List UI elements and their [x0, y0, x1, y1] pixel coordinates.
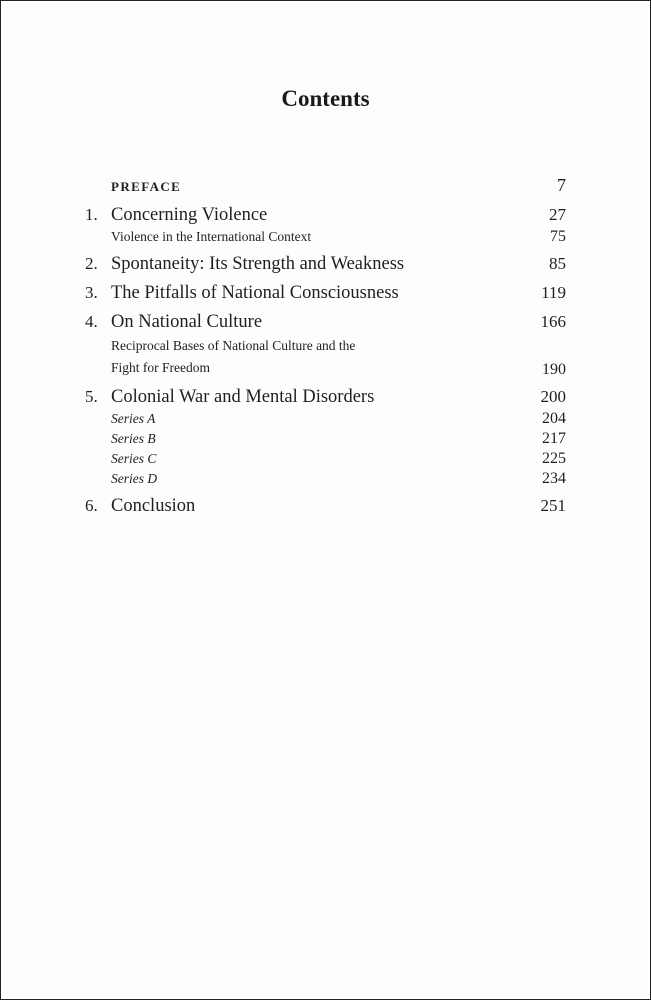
- toc-chapter-3: [85, 283, 566, 304]
- subentry-page: 75: [550, 228, 566, 245]
- subentry-title-line-2: Fight for Freedom: [111, 360, 210, 375]
- toc-subentry: [85, 410, 566, 428]
- page-title: Contents: [281, 86, 370, 111]
- toc-entry-title: PREFACE: [111, 179, 182, 194]
- toc-chapter-1: [85, 205, 566, 246]
- chapter-number: 2.: [85, 254, 98, 273]
- toc-chapter-2: [85, 254, 566, 275]
- toc-entry-preface: [111, 175, 566, 196]
- chapter-title: Concerning Violence: [111, 205, 268, 225]
- chapter-title: Conclusion: [111, 496, 196, 516]
- subentry-title: Series C: [111, 451, 157, 466]
- chapter-page: 27: [549, 205, 566, 224]
- toc-chapter-6: [85, 496, 566, 517]
- chapter-number: 4.: [85, 312, 98, 331]
- subentry-title: Series B: [111, 431, 156, 446]
- subentry-title: Series D: [111, 471, 158, 486]
- chapter-title: The Pitfalls of National Consciousness: [111, 283, 399, 303]
- chapter-number: 5.: [85, 387, 98, 406]
- chapter-number: 1.: [85, 205, 98, 224]
- subentry-title: Series A: [111, 411, 156, 426]
- table-of-contents: [85, 205, 566, 525]
- chapter-page: 251: [540, 496, 566, 515]
- toc-entry-page: 7: [557, 175, 566, 195]
- toc-subentry: [85, 470, 566, 488]
- toc-subentry: [85, 228, 566, 246]
- chapter-page: 85: [549, 254, 566, 273]
- subentry-page: 217: [542, 430, 566, 447]
- subentry-title: Violence in the International Context: [111, 229, 312, 244]
- subentry-title-line-1: Reciprocal Bases of National Culture and the: [111, 338, 356, 353]
- toc-chapter-4: [85, 312, 566, 379]
- toc-chapter-5: [85, 387, 566, 488]
- subentry-page: 190: [542, 361, 566, 378]
- toc-subentry: [85, 450, 566, 468]
- chapter-number: 3.: [85, 283, 98, 302]
- subentry-title: [111, 335, 542, 379]
- subentry-page: 204: [542, 410, 566, 427]
- subentry-page: 225: [542, 450, 566, 467]
- chapter-page: 200: [540, 387, 566, 406]
- chapter-title: Colonial War and Mental Disorders: [111, 387, 375, 407]
- chapter-title: On National Culture: [111, 312, 263, 332]
- toc-subentry: [85, 430, 566, 448]
- chapter-number: 6.: [85, 496, 98, 515]
- chapter-title: Spontaneity: Its Strength and Weakness: [111, 254, 405, 274]
- subentry-page: 234: [542, 470, 566, 487]
- chapter-page: 166: [540, 312, 566, 331]
- chapter-page: 119: [541, 283, 566, 302]
- toc-subentry: [85, 335, 566, 379]
